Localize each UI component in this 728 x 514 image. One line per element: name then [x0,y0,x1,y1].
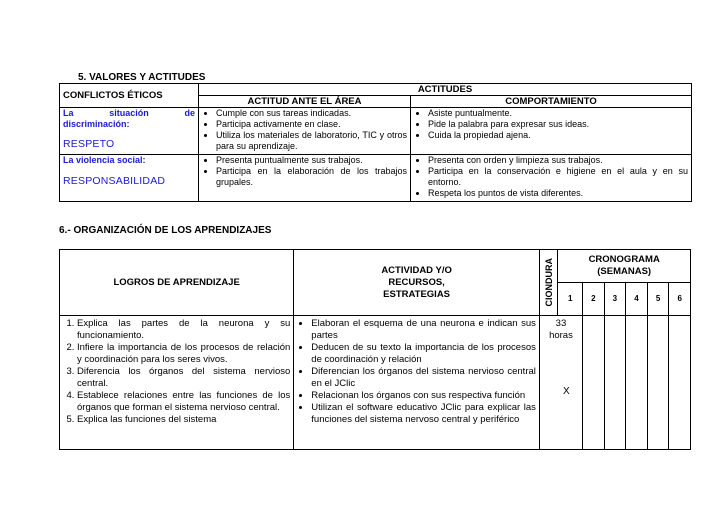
list-item: • Elaboran el esquema de una neurona e indican sus partes [311,318,536,342]
list-item: • Cumple con sus tareas indicadas. [216,108,407,119]
list-item: • Participa en la conservación e higiene en el aula y en su entorno. [428,166,688,188]
list-item: 3. Diferencia los órganos del sistema nervioso central. [77,366,290,390]
header-actividad: ACTIVIDAD Y/O RECURSOS, ESTRATEGIAS [294,250,540,316]
list-item: • Relacionan los órganos con sus respectiva función [311,390,536,402]
header-actitudes: ACTITUDES [199,84,692,96]
header-actitud-area: ACTITUD ANTE EL ÁREA [199,96,411,108]
week-number: 5 [647,283,669,316]
duracion-value: 33 [555,318,567,329]
list-item: • Utilizan el software educativo JClic para explicar las funciones del sistema nervoso central y periférico [311,402,536,426]
list-item: • Presenta con orden y limpieza sus trabajos. [428,155,688,166]
section-5-title: 5. VALORES Y ACTITUDES [78,72,206,83]
list-item: • Deducen de su texto la importancia de los procesos de coordinación y relación [311,342,536,366]
value-name: RESPETO [63,138,115,150]
list-item: • Diferencian los órganos del sistema nervioso central en el JClic [311,366,536,390]
list-item: • Asiste puntualmente. [428,108,688,119]
actividades-cell [294,316,540,450]
header-duracion [539,250,557,316]
week-number: 4 [626,283,648,316]
value-name: RESPONSABILIDAD [63,175,166,187]
week-cell [647,316,669,450]
week-cell [626,316,648,450]
list-item: • Pide la palabra para expresar sus ideas. [428,119,688,130]
list-item: • Participa activamente en clase. [216,119,407,130]
section-6-title: 6.- ORGANIZACIÓN DE LOS APRENDIZAJES [59,225,272,236]
list-item: • Utiliza los materiales de laboratorio, TIC y otros para su aprendizaje. [216,130,407,152]
conflict-label: La violencia social: [63,155,146,165]
valores-table [59,83,692,202]
list-item: 2. Infiere la importancia de los procesos de relación y coordinación para los seres vivos. [77,342,290,366]
conflict-label: La situación de discriminación: [63,108,195,129]
week-number: 6 [669,283,691,316]
duracion-label: CIONDURA [543,258,554,307]
list-item: • Presenta puntualmente sus trabajos. [216,155,407,166]
week-number: 3 [604,283,626,316]
area-cell [199,155,411,202]
week-cell [669,316,691,450]
week-cell [604,316,626,450]
week-number: 2 [583,283,605,316]
comportamiento-cell [411,155,692,202]
conflict-cell [60,155,199,202]
duracion-unit: horas [549,330,573,341]
header-conflictos: CONFLICTOS ÉTICOS [60,84,199,108]
area-cell [199,108,411,155]
week-cell [583,316,605,450]
comportamiento-cell [411,108,692,155]
list-item: 4. Establece relaciones entre las funciones de los órganos que forman el sistema nervioso central. [77,390,290,414]
header-logros: LOGROS DE APRENDIZAJE [60,250,294,316]
header-cronograma: CRONOGRAMA (SEMANAS) [558,250,691,283]
list-item: • Cuida la propiedad ajena. [428,130,688,141]
organizacion-table [59,249,691,450]
header-comportamiento: COMPORTAMIENTO [411,96,692,108]
duracion-cell [539,316,582,450]
list-item: 1. Explica las partes de la neurona y su funcionamiento. [77,318,290,342]
week-number: 1 [558,283,583,316]
list-item: 5. Explica las funciones del sistema [77,414,290,426]
list-item: • Respeta los puntos de vista diferentes. [428,188,688,199]
list-item: • Participa en la elaboración de los trabajos grupales. [216,166,407,188]
logros-cell [60,316,294,450]
schedule-mark: X [563,386,570,397]
conflict-cell [60,108,199,155]
